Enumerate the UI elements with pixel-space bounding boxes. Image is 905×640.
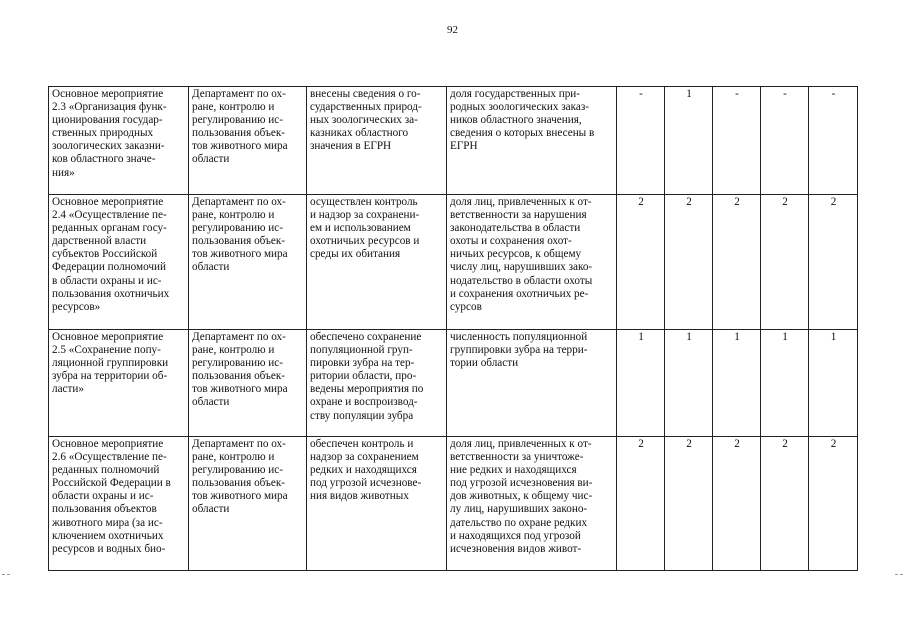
indicator-cell: доля лиц, привлеченных к от- ветственности за уничтоже- ние редких и находящихся под угрозой исчезновения ви- дов животных, к общему чис- лу лиц, нарушивших законо- дательство по охране редких и находящихся под угрозой исчезновения видов живот-	[447, 437, 617, 571]
value-cell: 2	[713, 195, 761, 330]
value-cell: 1	[713, 330, 761, 437]
measure-name-cell: Основное мероприятие 2.5 «Сохранение попу- ляционной группировки зубра на территории об- ласти»	[49, 330, 189, 437]
executor-cell: Департамент по ох- ране, контролю и регулированию ис- пользования объек- тов животного мира области	[189, 437, 307, 571]
measure-name-cell: Основное мероприятие 2.3 «Организация функ- ционирования государ- ственных природных зоологических заказни- ков областного значе- ния»	[49, 87, 189, 195]
value-cell: 1	[809, 330, 858, 437]
program-measures-table	[48, 86, 858, 571]
value-cell: 2	[761, 437, 809, 571]
indicator-cell: доля государственных при- родных зоологических заказ- ников областного значения, сведения о которых внесены в ЕГРН	[447, 87, 617, 195]
expected-result-cell: осуществлен контроль и надзор за сохранени- ем и использованием охотничьих ресурсов и среды их обитания	[307, 195, 447, 330]
measure-name-cell: Основное мероприятие 2.6 «Осуществление пе- реданных полномочий Российской Федерации в области охраны и ис- пользования объектов животного мира (за ис- ключением охотничьих ресурсов и водных био-	[49, 437, 189, 571]
value-cell: -	[713, 87, 761, 195]
value-cell: 2	[809, 437, 858, 571]
value-cell: 1	[665, 87, 713, 195]
executor-cell: Департамент по ох- ране, контролю и регулированию ис- пользования объек- тов животного мира области	[189, 330, 307, 437]
value-cell: 2	[665, 195, 713, 330]
page-number: 92	[447, 24, 458, 36]
value-cell: -	[617, 87, 665, 195]
indicator-cell: доля лиц, привлеченных к от- ветственности за нарушения законодательства в области охоты и сохранения охот- ничьих ресурсов, к общему числу лиц, нарушивших зако- нодательство в области охоты и сохранения охотничьих ре- сурсов	[447, 195, 617, 330]
value-cell: 1	[761, 330, 809, 437]
value-cell: 1	[617, 330, 665, 437]
expected-result-cell: обеспечено сохранение популяционной груп- пировки зубра на тер- ритории области, про- ведены мероприятия по охране и воспроизвод- ству популяции зубра	[307, 330, 447, 437]
table-row	[49, 437, 858, 571]
value-cell: 2	[761, 195, 809, 330]
scan-edge-mark	[895, 574, 903, 575]
value-cell: 2	[665, 437, 713, 571]
executor-cell: Департамент по ох- ране, контролю и регулированию ис- пользования объек- тов животного мира области	[189, 87, 307, 195]
indicator-cell: численность популяционной группировки зубра на терри- тории области	[447, 330, 617, 437]
value-cell: 2	[809, 195, 858, 330]
expected-result-cell: внесены сведения о го- сударственных природ- ных зоологических за- казниках областного значения в ЕГРН	[307, 87, 447, 195]
value-cell: -	[761, 87, 809, 195]
executor-cell: Департамент по ох- ране, контролю и регулированию ис- пользования объек- тов животного мира области	[189, 195, 307, 330]
table-row	[49, 195, 858, 330]
table-row	[49, 87, 858, 195]
expected-result-cell: обеспечен контроль и надзор за сохранением редких и находящихся под угрозой исчезнове- ния видов животных	[307, 437, 447, 571]
measure-name-cell: Основное мероприятие 2.4 «Осуществление пе- реданных органам госу- дарственной власти субъектов Российской Федерации полномочий в области охраны и ис- пользования охотничьих ресурсов»	[49, 195, 189, 330]
value-cell: 2	[617, 437, 665, 571]
value-cell: 1	[665, 330, 713, 437]
table-row	[49, 330, 858, 437]
value-cell: 2	[617, 195, 665, 330]
scan-edge-mark	[2, 574, 10, 575]
value-cell: -	[809, 87, 858, 195]
value-cell: 2	[713, 437, 761, 571]
